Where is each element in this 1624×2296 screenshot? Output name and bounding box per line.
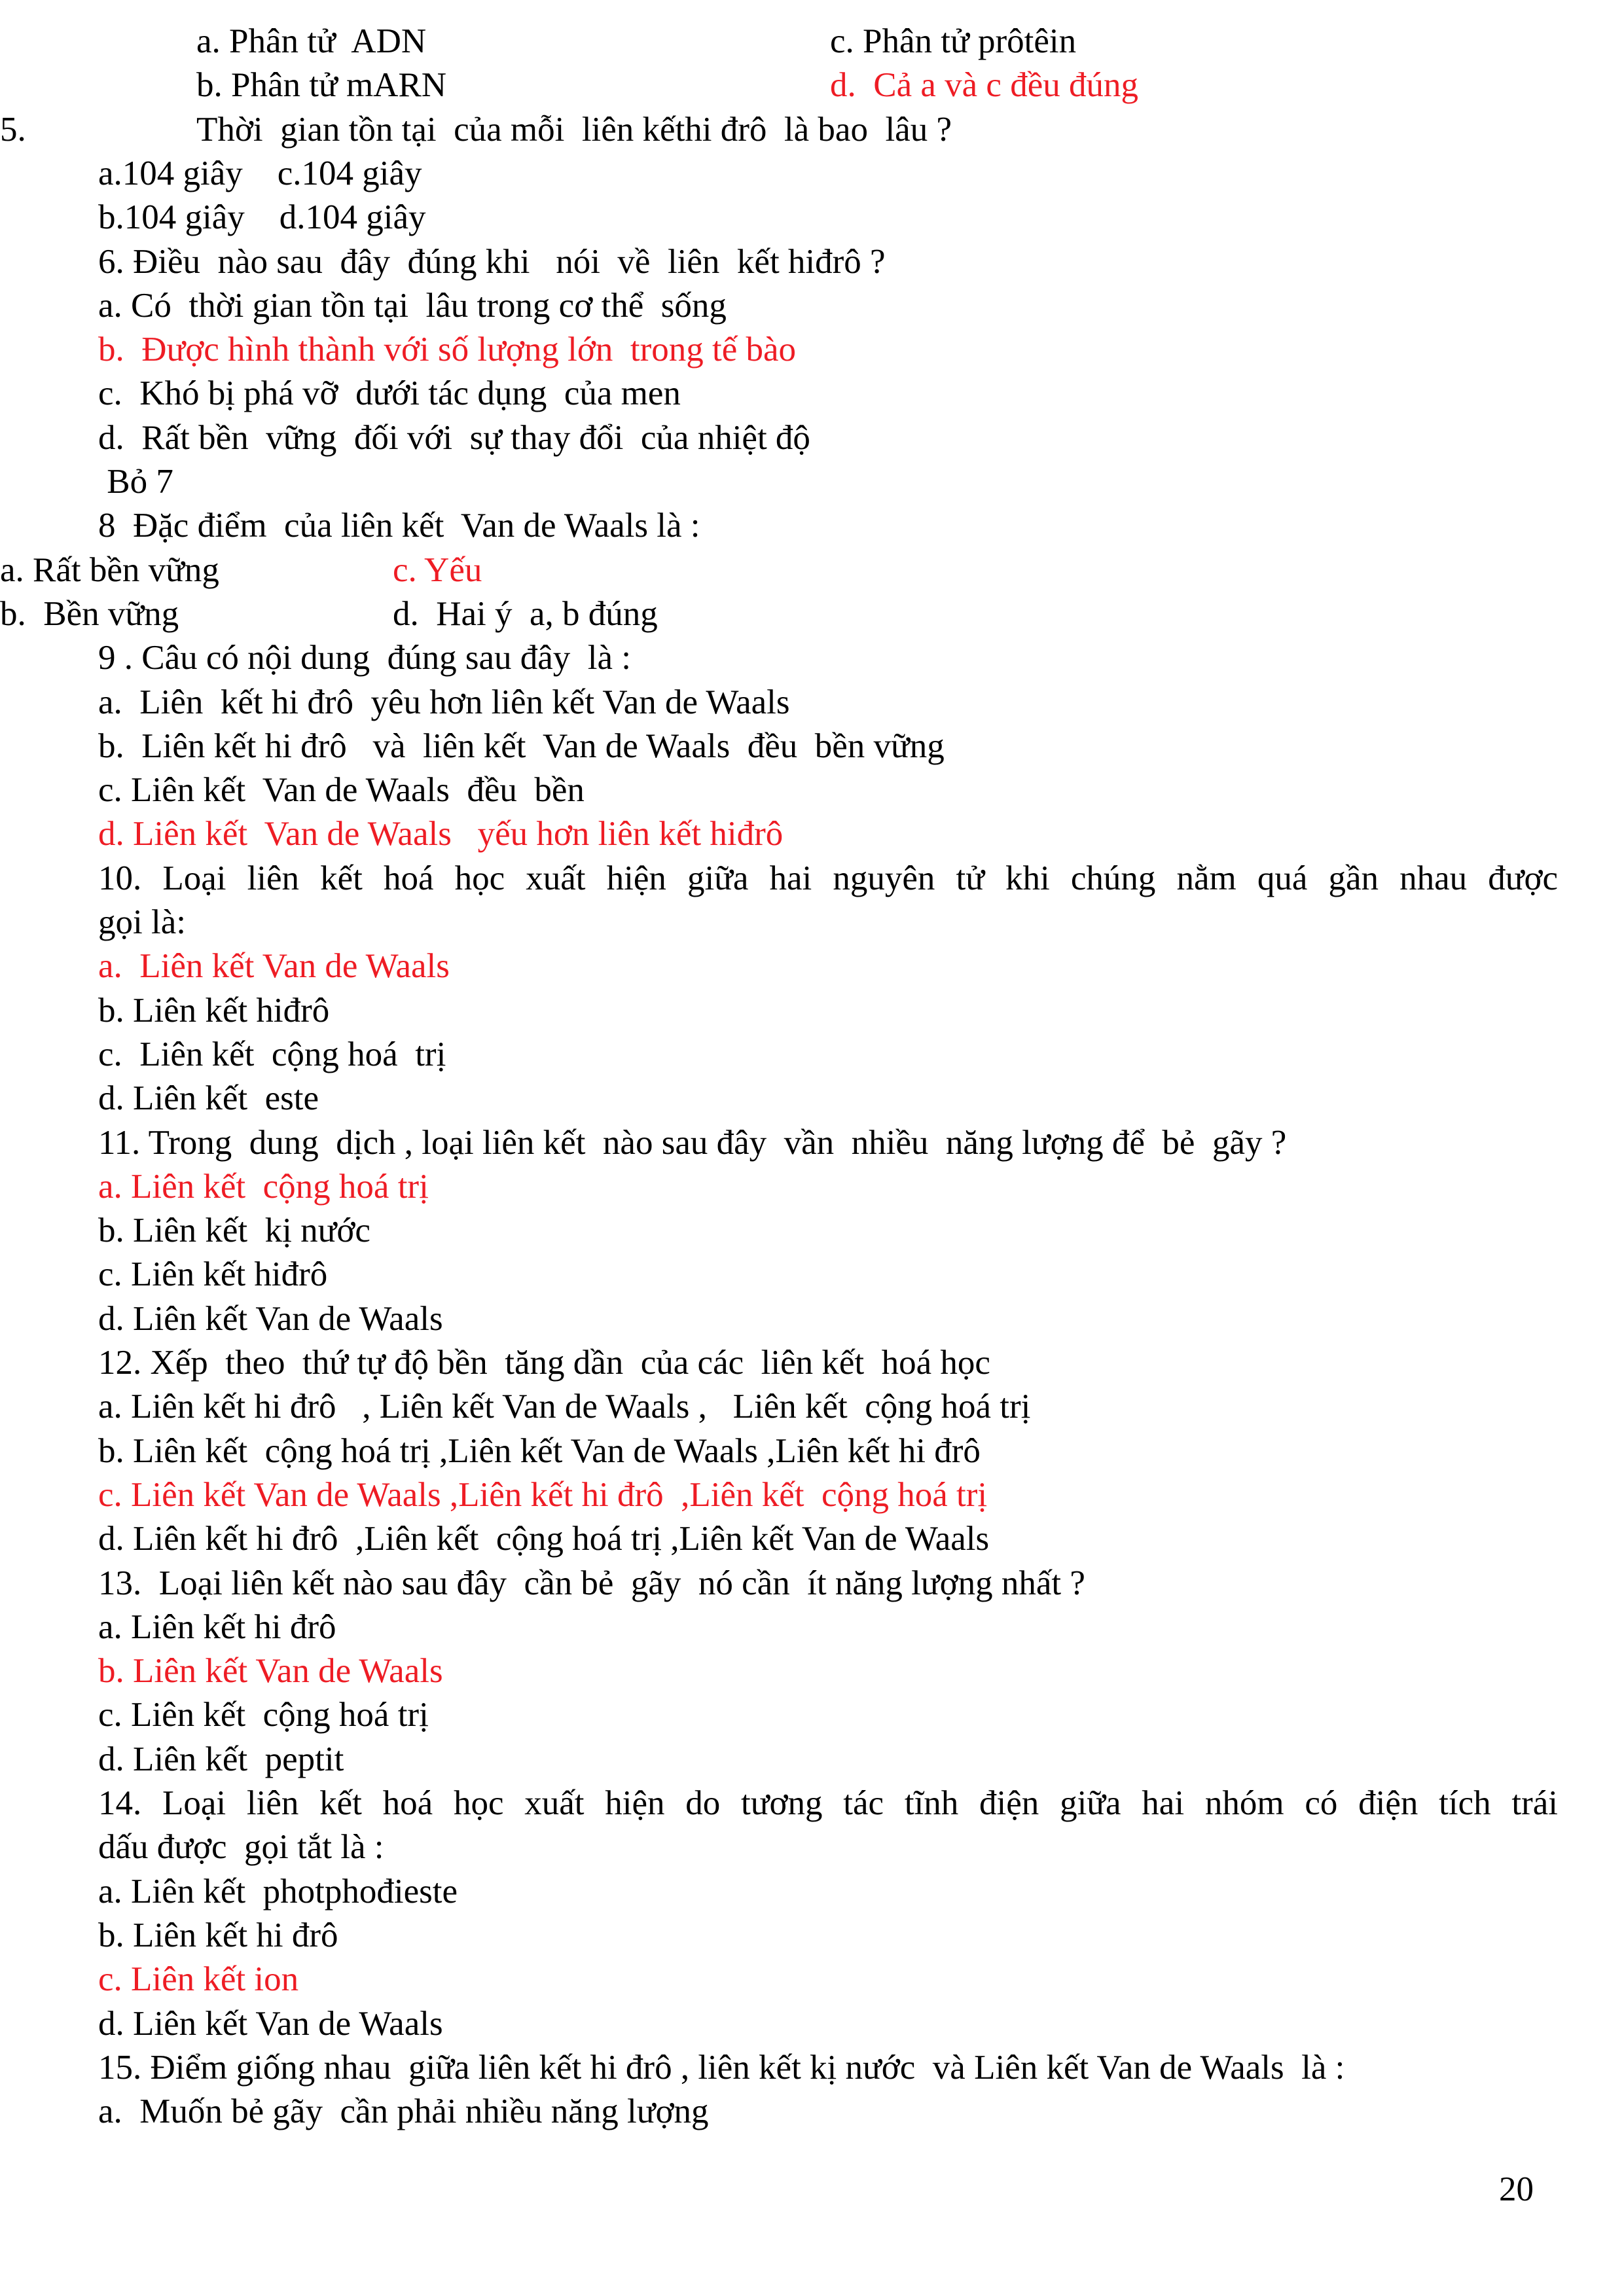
text-line: a. Có thời gian tồn tại lâu trong cơ thể sống: [98, 286, 727, 325]
page-number: 20: [1499, 2170, 1534, 2208]
text-line: [0, 592, 1558, 636]
text-line: b. Liên kết hi đrô và liên kết Van de Waals đều bền vững: [98, 726, 945, 765]
text-line: a. Liên kết hi đrô yêu hơn liên kết Van de Waals: [98, 683, 790, 721]
text-line: d. Liên kết hi đrô ,Liên kết cộng hoá trị ,Liên kết Van de Waals: [98, 1520, 990, 1558]
text-line: d. Liên kết Van de Waals yếu hơn liên kết hiđrô: [98, 815, 784, 853]
text-line: a.104 giây c.104 giây: [98, 154, 422, 192]
text-line: [98, 63, 1558, 107]
text-line: d. Liên kết peptit: [98, 1740, 344, 1778]
answer-option: a. Rất bền vững: [0, 550, 219, 589]
text-line: c. Liên kết cộng hoá trị: [98, 1696, 429, 1734]
text-line: a. Liên kết Van de Waals: [98, 947, 450, 986]
text-line: a. Liên kết cộng hoá trị: [98, 1167, 429, 1206]
text-line: d. Liên kết Van de Waals: [98, 1299, 443, 1338]
text-line: 9 . Câu có nội dung đúng sau đây là :: [98, 639, 632, 677]
text-line: 6. Điều nào sau đây đúng khi nói về liên kết hiđrô ?: [98, 242, 886, 281]
text-line: gọi là:: [98, 903, 186, 941]
text-line: c. Liên kết Van de Waals đều bền: [98, 771, 585, 810]
text-line: a. Liên kết hi đrô: [98, 1607, 336, 1646]
text-line: a. Liên kết photphođieste: [98, 1872, 458, 1910]
answer-option: a. Phân tử ADN: [196, 22, 427, 60]
text-line: Bỏ 7: [98, 463, 173, 501]
text-line: c. Liên kết ion: [98, 1960, 299, 1999]
text-line: d. Liên kết este: [98, 1079, 319, 1118]
text-line: b. Được hình thành với số lượng lớn trong tế bào: [98, 331, 797, 369]
answer-option: d. Hai ý a, b đúng: [393, 594, 658, 633]
answer-option: Thời gian tồn tại của mỗi liên kếthi đrô là bao lâu ?: [196, 110, 952, 149]
answer-option: b. Bền vững: [0, 594, 179, 633]
text-line: 12. Xếp theo thứ tự độ bền tăng dần của các liên kết hoá học: [98, 1344, 990, 1382]
text-line: 13. Loại liên kết nào sau đây cần bẻ gãy nó cần ít năng lượng nhất ?: [98, 1564, 1085, 1602]
text-line: 10. Loại liên kết hoá học xuất hiện giữa hai nguyên tử khi chúng nằm quá gần nhau được: [98, 859, 1558, 897]
text-line: 11. Trong dung dịch , loại liên kết nào sau đây vần nhiều năng lượng để bẻ gãy ?: [98, 1123, 1287, 1162]
text-line: b. Liên kết Van de Waals: [98, 1652, 443, 1691]
text-line: d. Rất bền vững đối với sự thay đổi của nhiệt độ: [98, 418, 810, 457]
correct-answer-option: c. Yếu: [393, 550, 482, 589]
text-line: 8 Đặc điểm của liên kết Van de Waals là :: [98, 507, 700, 545]
text-line: dấu được gọi tắt là :: [98, 1828, 384, 1867]
text-line: a. Liên kết hi đrô , Liên kết Van de Waals , Liên kết cộng hoá trị: [98, 1388, 1031, 1426]
text-line: b. Liên kết cộng hoá trị ,Liên kết Van de Waals ,Liên kết hi đrô: [98, 1431, 981, 1470]
text-line: b. Liên kết hi đrô: [98, 1916, 338, 1954]
text-line: b.104 giây d.104 giây: [98, 198, 426, 237]
text-line: b. Liên kết kị nước: [98, 1211, 370, 1250]
text-line: c. Liên kết cộng hoá trị: [98, 1035, 446, 1073]
answer-option: 5.: [0, 110, 26, 149]
text-line: [0, 108, 1558, 152]
text-line: c. Khó bị phá vỡ dưới tác dụng của men: [98, 374, 681, 413]
text-line: d. Liên kết Van de Waals: [98, 2004, 443, 2043]
correct-answer-option: d. Cả a và c đều đúng: [830, 66, 1138, 105]
text-line: [0, 548, 1558, 592]
text-line: [98, 20, 1558, 63]
text-line: a. Muốn bẻ gãy cần phải nhiều năng lượng: [98, 2092, 709, 2131]
text-line: c. Liên kết hiđrô: [98, 1255, 328, 1294]
answer-option: c. Phân tử prôtêin: [830, 22, 1077, 60]
text-line: 15. Điểm giống nhau giữa liên kết hi đrô , liên kết kị nước và Liên kết Van de Waals là :: [98, 2048, 1345, 2087]
text-line: 14. Loại liên kết hoá học xuất hiện do tương tác tĩnh điện giữa hai nhóm có điện tích trái: [98, 1784, 1558, 1822]
text-line: b. Liên kết hiđrô: [98, 991, 330, 1030]
text-line: c. Liên kết Van de Waals ,Liên kết hi đrô ,Liên kết cộng hoá trị: [98, 1475, 988, 1514]
answer-option: b. Phân tử mARN: [196, 66, 447, 105]
